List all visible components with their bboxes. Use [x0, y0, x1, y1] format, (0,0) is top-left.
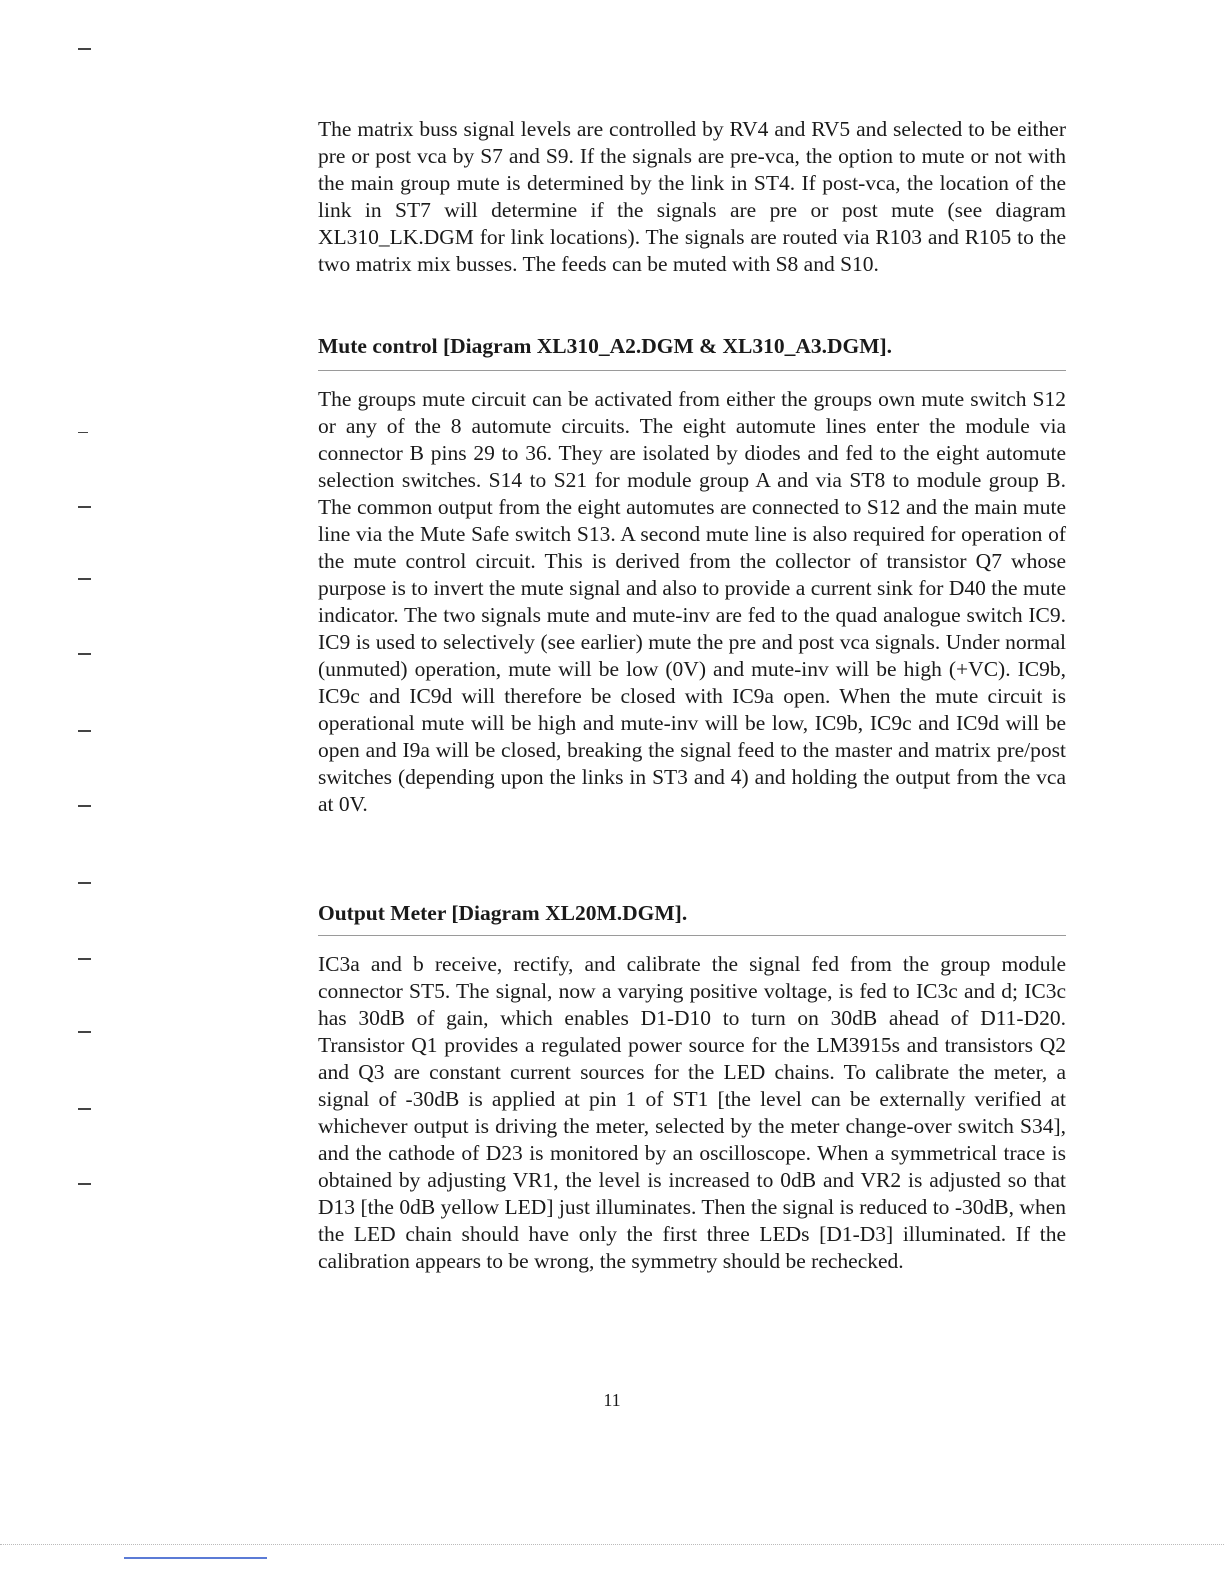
heading-underline-mute	[318, 370, 1066, 371]
margin-tick	[78, 1031, 91, 1033]
heading-output-meter: Output Meter [Diagram XL20M.DGM].	[318, 901, 688, 925]
margin-tick	[78, 48, 91, 50]
page-number: 11	[603, 1390, 621, 1410]
paragraph-matrix-buss: The matrix buss signal levels are controlled by RV4 and RV5 and selected to be either pre or post vca by S7 and S9. If the signals are pre-vca, the option to mute or not with the main group mute is determined by the link in ST4. If post-vca, the location of the link in ST7 will determine if the signals are pre or post mute (see diagram XL310_LK.DGM for link locations). The signals are routed via R103 and R105 to the two matrix mix busses. The feeds can be muted with S8 and S10.	[318, 117, 1066, 276]
heading-mute-control: Mute control [Diagram XL310_A2.DGM & XL310_A3.DGM].	[318, 334, 893, 358]
heading-underline-meter	[318, 935, 1066, 936]
margin-tick	[78, 958, 91, 960]
margin-tick	[78, 653, 91, 655]
margin-tick	[78, 506, 91, 508]
paragraph-mute-control: The groups mute circuit can be activated from either the groups own mute switch S12 or any of the 8 automute circuits. The eight automute lines enter the module via connector B pins 29 to 36. They are isolated by diodes and fed to the eight automute selection switches. S14 to S21 for module group A and via ST8 to module group B. The common output from the eight automutes are connected to S12 and the main mute line via the Mute Safe switch S13. A second mute line is also required for operation of the mute control circuit. This is derived from the collector of transistor Q7 whose purpose is to invert the mute signal and also to provide a current sink for D40 the mute indicator. The two signals mute and mute-inv are fed to the quad analogue switch IC9. IC9 is used to selectively (see earlier) mute the pre and post vca signals. Under normal (unmuted) operation, mute will be low (0V) and mute-inv will be high (+VC). IC9b, IC9c and IC9d will therefore be closed with IC9a open. When the mute circuit is operational mute will be high and mute-inv will be low, IC9b, IC9c and IC9d will be open and I9a will be closed, breaking the signal feed to the master and matrix pre/post switches (depending upon the links in ST3 and 4) and holding the output from the vca at 0V.	[318, 387, 1066, 816]
margin-tick	[78, 730, 91, 732]
scan-bottom-edge	[0, 1544, 1224, 1545]
margin-tick	[78, 1183, 91, 1185]
margin-tick	[78, 578, 91, 580]
margin-tick	[78, 805, 91, 807]
margin-tick	[78, 432, 88, 433]
margin-tick	[78, 1108, 91, 1110]
paragraph-output-meter: IC3a and b receive, rectify, and calibrate the signal fed from the group module connector ST5. The signal, now a varying positive voltage, is fed to IC3c and d; IC3c has 30dB of gain, which enables D1-D10 to turn on 30dB ahead of D11-D20. Transistor Q1 provides a regulated power source for the LM3915s and transistors Q2 and Q3 are constant current sources for the LED chains. To calibrate the meter, a signal of -30dB is applied at pin 1 of ST1 [the level can be externally verified at whichever output is driving the meter, selected by the meter change-over switch S34], and the cathode of D23 is monitored by an oscilloscope. When a symmetrical trace is obtained by adjusting VR1, the level is increased to 0dB and VR2 is adjusted so that D13 [the 0dB yellow LED] just illuminates. Then the signal is reduced to -30dB, when the LED chain should have only the first three LEDs [D1-D3] illuminated. If the calibration appears to be wrong, the symmetry should be rechecked.	[318, 952, 1066, 1273]
margin-tick	[78, 882, 91, 884]
scan-bottom-mark	[124, 1557, 267, 1559]
